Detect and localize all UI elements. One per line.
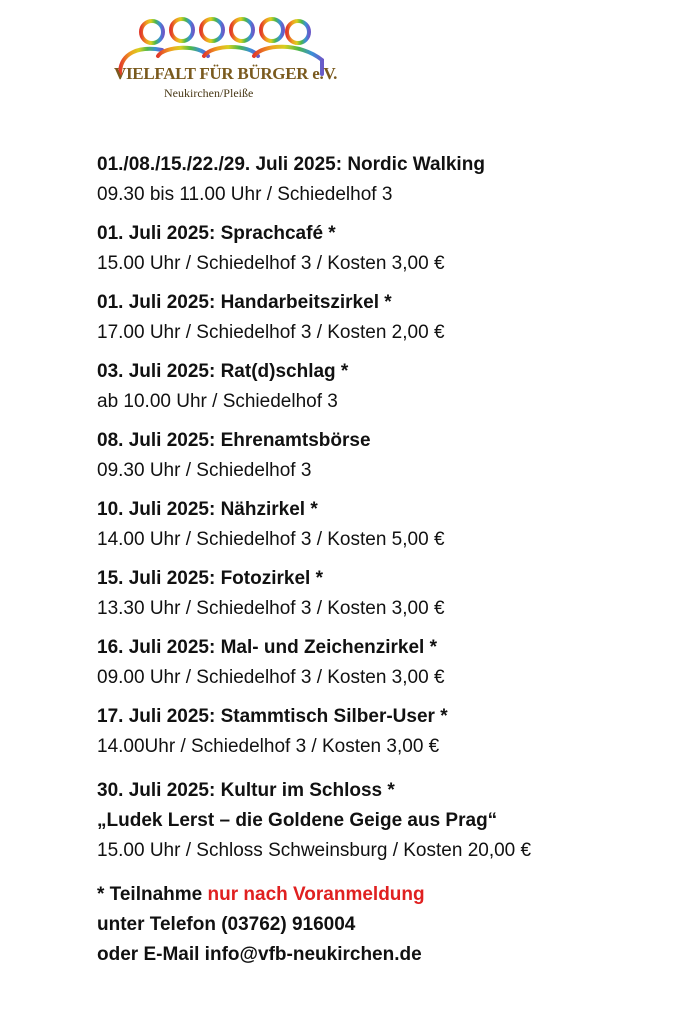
event-title: 01. Juli 2025: Handarbeitszirkel * xyxy=(97,292,392,313)
event-details: 09.00 Uhr / Schiedelhof 3 / Kosten 3,00 € xyxy=(97,667,445,688)
email-line: oder E-Mail info@vfb-neukirchen.de xyxy=(97,944,422,965)
event-title: 17. Juli 2025: Stammtisch Silber-User * xyxy=(97,706,448,727)
event-item xyxy=(97,702,667,762)
event-details: ab 10.00 Uhr / Schiedelhof 3 xyxy=(97,391,338,412)
event-details: 14.00 Uhr / Schiedelhof 3 / Kosten 5,00 € xyxy=(97,529,445,550)
event-details: 09.30 bis 11.00 Uhr / Schiedelhof 3 xyxy=(97,184,393,205)
event-details: 15.00 Uhr / Schloss Schweinsburg / Kosten 20,00 € xyxy=(97,840,532,861)
event-item xyxy=(97,219,667,279)
event-item xyxy=(97,357,667,417)
event-subtitle: „Ludek Lerst – die Goldene Geige aus Prag“ xyxy=(97,810,498,831)
event-details: 14.00Uhr / Schiedelhof 3 / Kosten 3,00 € xyxy=(97,736,440,757)
event-title: 01. Juli 2025: Sprachcafé * xyxy=(97,223,336,244)
logo-location: Neukirchen/Pleiße xyxy=(164,86,254,100)
event-item xyxy=(97,633,667,693)
event-item xyxy=(97,150,667,210)
event-title: 15. Juli 2025: Fotozirkel * xyxy=(97,568,323,589)
event-title: 03. Juli 2025: Rat(d)schlag * xyxy=(97,361,349,382)
event-title: 16. Juli 2025: Mal- und Zeichenzirkel * xyxy=(97,637,438,658)
registration-line xyxy=(97,880,425,910)
event-details: 17.00 Uhr / Schiedelhof 3 / Kosten 2,00 € xyxy=(97,322,445,343)
logo xyxy=(100,12,340,104)
registration-highlight: nur nach Voranmeldung xyxy=(207,884,425,905)
event-details: 13.30 Uhr / Schiedelhof 3 / Kosten 3,00 € xyxy=(97,598,445,619)
event-item-final xyxy=(97,776,667,866)
event-item xyxy=(97,564,667,624)
registration-prefix: * Teilnahme xyxy=(97,884,208,905)
event-title: 10. Juli 2025: Nähzirkel * xyxy=(97,499,318,520)
event-details: 15.00 Uhr / Schiedelhof 3 / Kosten 3,00 € xyxy=(97,253,445,274)
event-item xyxy=(97,288,667,348)
event-title: 30. Juli 2025: Kultur im Schloss * xyxy=(97,780,395,801)
event-title: 01./08./15./22./29. Juli 2025: Nordic Walking xyxy=(97,154,485,175)
event-list xyxy=(97,150,667,875)
event-details: 09.30 Uhr / Schiedelhof 3 xyxy=(97,460,312,481)
event-item xyxy=(97,495,667,555)
registration-note xyxy=(97,880,425,970)
event-item xyxy=(97,426,667,486)
logo-name: VIELFALT FÜR BÜRGER e.V. xyxy=(114,64,338,83)
phone-line: unter Telefon (03762) 916004 xyxy=(97,914,356,935)
event-title: 08. Juli 2025: Ehrenamtsbörse xyxy=(97,430,371,451)
